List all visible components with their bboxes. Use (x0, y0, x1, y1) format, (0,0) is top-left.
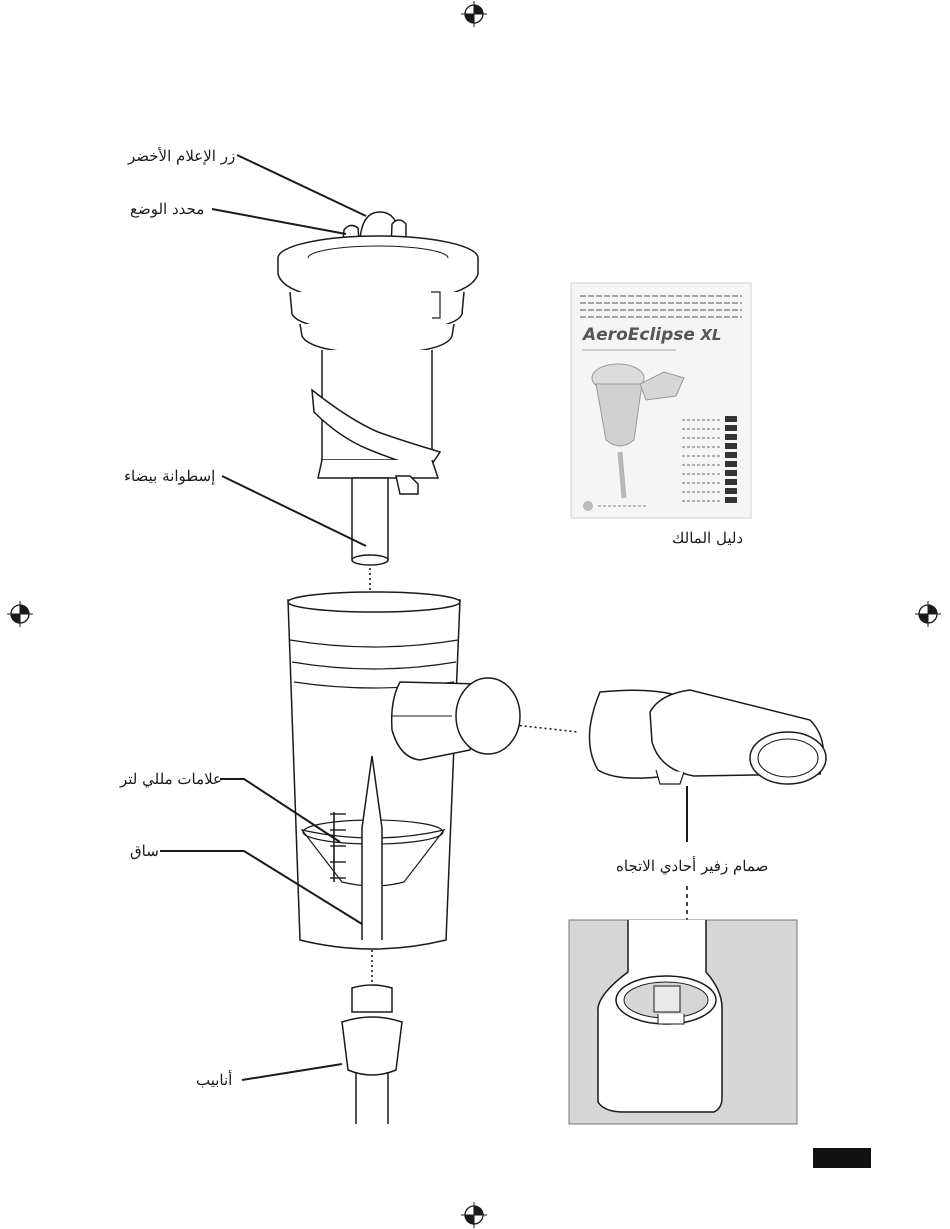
tubing-label: أنابيب (196, 1071, 233, 1089)
owners-manual-label: دليل المالك (672, 529, 744, 547)
valve-inset (569, 920, 797, 1124)
registration-mark-right (915, 601, 941, 627)
registration-mark-top (461, 1, 487, 27)
mouthpiece (589, 690, 826, 784)
stem-label: ساق (130, 842, 159, 860)
white-cylinder (352, 478, 388, 564)
registration-mark-left (7, 601, 33, 627)
page-tab (813, 1148, 871, 1168)
one-way-valve-label: صمام زفير أحادي الاتجاه (616, 857, 769, 875)
ml-markings-label: علامات مللي لتر (120, 770, 223, 788)
manual-title-text: AeroEclipse (583, 325, 695, 345)
mode-selector-label: محدد الوضع (130, 200, 205, 218)
manual-cover-title (583, 325, 721, 345)
green-button-label: زر الإعلام الأخضر (128, 147, 236, 165)
registration-mark-bottom (461, 1202, 487, 1228)
nebulizer-chamber (288, 592, 520, 949)
white-cylinder-label: إسطوانة بيضاء (124, 467, 216, 485)
tubing (342, 985, 402, 1124)
top-assembly (278, 212, 478, 565)
owners-manual (571, 283, 751, 518)
manual-title-suffix: XL (700, 326, 722, 344)
